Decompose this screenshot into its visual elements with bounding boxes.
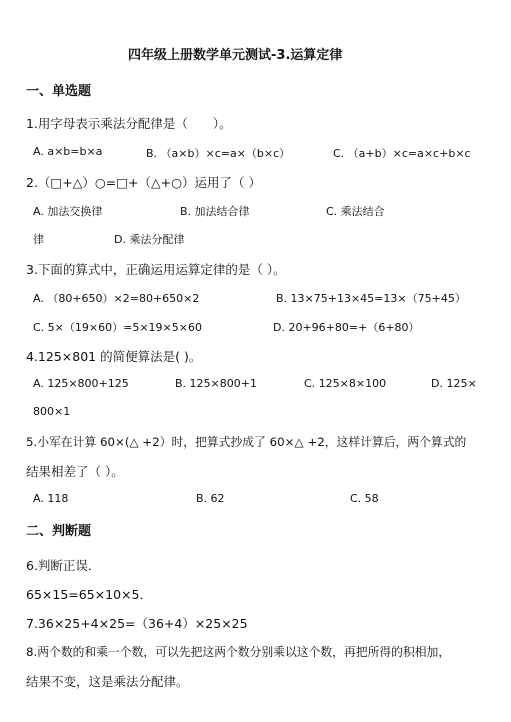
question-6-stem: 6.判断正误． <box>26 558 101 573</box>
section-heading-single-choice: 一、单选题 <box>26 84 92 99</box>
question-4-option-d: D. 125× <box>431 377 477 390</box>
question-3-option-d: D. 20+96+80=+（6+80） <box>273 321 420 334</box>
question-5-stem-line1: 5.小军在计算 60×(△ +2）时，把算式抄成了 60×△ +2，这样计算后，两个算式的 <box>26 435 467 449</box>
question-2-option-c-continued: 律 <box>33 233 44 246</box>
question-2-option-d: D. 乘法分配律 <box>114 233 185 246</box>
question-2-option-c: C. 乘法结合 <box>326 205 385 218</box>
question-6-expression: 65×15=65×10×5． <box>26 587 152 602</box>
question-2-option-b: B. 加法结合律 <box>180 205 250 218</box>
page-title: 四年级上册数学单元测试-3.运算定律 <box>128 48 343 63</box>
question-8-stem-line1: 8.两个数的和乘一个数，可以先把这两个数分别乘以这个数，再把所得的积相加， <box>26 645 451 659</box>
question-4-stem: 4.125×801 的简便算法是( )。 <box>26 349 202 364</box>
question-4-option-a: A. 125×800+125 <box>33 377 129 390</box>
question-2-option-a: A. 加法交换律 <box>33 205 103 218</box>
question-1-option-c: C. （a+b）×c=a×c+b×c <box>333 147 471 160</box>
question-4-option-c: C. 125×8×100 <box>304 377 387 390</box>
question-1-option-b: B. （a×b）×c=a×（b×c） <box>146 147 291 160</box>
question-5-option-b: B. 62 <box>196 492 225 505</box>
question-3-option-b: B. 13×75+13×45=13×（75+45） <box>276 292 466 305</box>
question-3-option-c: C. 5×（19×60）=5×19×5×60 <box>33 321 202 334</box>
question-5-stem-line2: 结果相差了（ ）。 <box>26 464 124 479</box>
question-4-option-d-continued: 800×1 <box>33 405 71 418</box>
question-2-stem: 2.（□+△）○=□+（△+○）运用了（ ） <box>26 175 261 190</box>
question-7-stem: 7.36×25+4×25=（36+4）×25×25 <box>26 616 248 631</box>
question-8-stem-line2: 结果不变，这是乘法分配律。 <box>26 674 189 689</box>
question-3-stem: 3.下面的算式中，正确运用运算定律的是（ ）。 <box>26 262 286 277</box>
section-heading-true-false: 二、判断题 <box>26 524 92 539</box>
question-5-option-c: C. 58 <box>350 492 379 505</box>
question-1-option-a: A. a×b=b×a <box>33 145 103 158</box>
question-5-option-a: A. 118 <box>33 492 69 505</box>
question-3-option-a: A. （80+650）×2=80+650×2 <box>33 292 200 305</box>
question-1-stem: 1.用字母表示乘法分配律是（ ）。 <box>26 116 232 131</box>
question-4-option-b: B. 125×800+1 <box>175 377 257 390</box>
